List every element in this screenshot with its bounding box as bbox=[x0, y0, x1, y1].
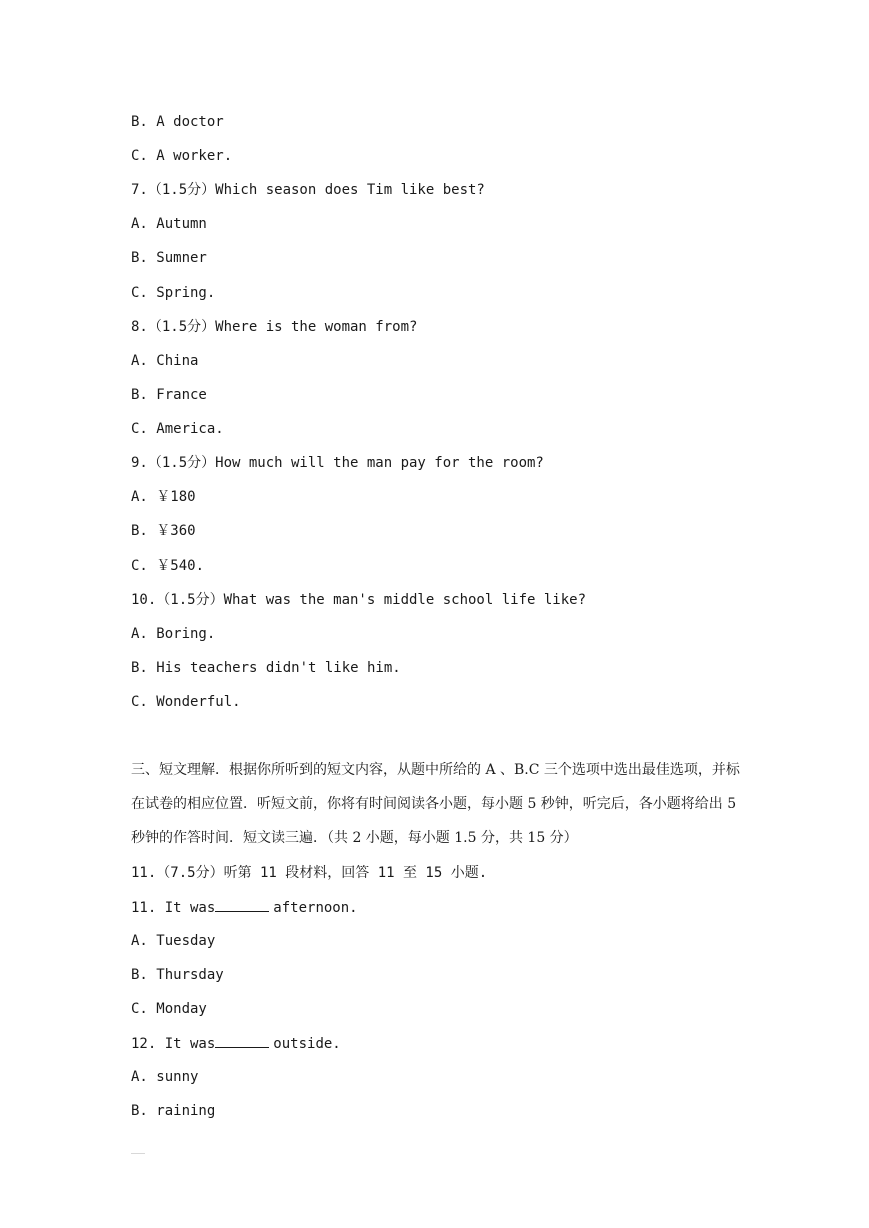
q6-option-b: B. A doctor bbox=[131, 114, 224, 130]
q8-stem: 8.（1.5分）Where is the woman from? bbox=[131, 319, 418, 335]
q7-option-c: C. Spring. bbox=[131, 285, 216, 301]
q8-option-b: B. France bbox=[131, 387, 207, 403]
q12-stem-after: outside. bbox=[273, 1036, 341, 1052]
q9-option-b: B. ￥360 bbox=[131, 523, 196, 539]
q11-option-c: C. Monday bbox=[131, 1001, 207, 1017]
q12-answer-blank[interactable] bbox=[215, 1033, 269, 1048]
q11-stem bbox=[131, 897, 358, 918]
q12-option-a: A. sunny bbox=[131, 1069, 199, 1085]
q12-option-b: B. raining bbox=[131, 1103, 216, 1119]
q7-stem: 7.（1.5分）Which season does Tim like best? bbox=[131, 182, 485, 198]
q10-option-b: B. His teachers didn't like him. bbox=[131, 660, 401, 676]
q8-option-a: A. China bbox=[131, 353, 199, 369]
q11-option-b: B. Thursday bbox=[131, 967, 224, 983]
section3-instructions: 三、短文理解．根据你所听到的短文内容，从题中所给的 A 、B.C 三个选项中选出最佳选项，并标在试卷的相应位置．听短文前，你将有时间阅读各小题，每小题 5 秒钟，听完后，各小题将给出 5 秒钟的作答时间．短文读三遍．（共 2 小题，每小题 1.5 分，共 15 分） bbox=[131, 762, 740, 846]
q8-option-c: C. America. bbox=[131, 421, 224, 437]
q7-option-b: B. Sumner bbox=[131, 250, 207, 266]
q6-option-c: C. A worker. bbox=[131, 148, 233, 164]
q9-option-c: C. ￥540. bbox=[131, 558, 205, 574]
q11-answer-blank[interactable] bbox=[215, 897, 269, 912]
q11-stem-before: 11. It was bbox=[131, 900, 216, 916]
q10-stem: 10.（1.5分）What was the man's middle school life like? bbox=[131, 592, 587, 608]
footer-divider bbox=[131, 1153, 145, 1154]
q9-stem: 9.（1.5分）How much will the man pay for the room? bbox=[131, 455, 544, 471]
q11-option-a: A. Tuesday bbox=[131, 933, 216, 949]
q12-stem-before: 12. It was bbox=[131, 1036, 216, 1052]
q9-option-a: A. ￥180 bbox=[131, 489, 196, 505]
q10-option-c: C. Wonderful. bbox=[131, 694, 241, 710]
section3-group-stem: 11.（7.5分）听第 11 段材料，回答 11 至 15 小题. bbox=[131, 865, 488, 881]
q7-option-a: A. Autumn bbox=[131, 216, 207, 232]
q11-stem-after: afternoon. bbox=[273, 900, 358, 916]
q10-option-a: A. Boring. bbox=[131, 626, 216, 642]
q12-stem bbox=[131, 1033, 341, 1054]
